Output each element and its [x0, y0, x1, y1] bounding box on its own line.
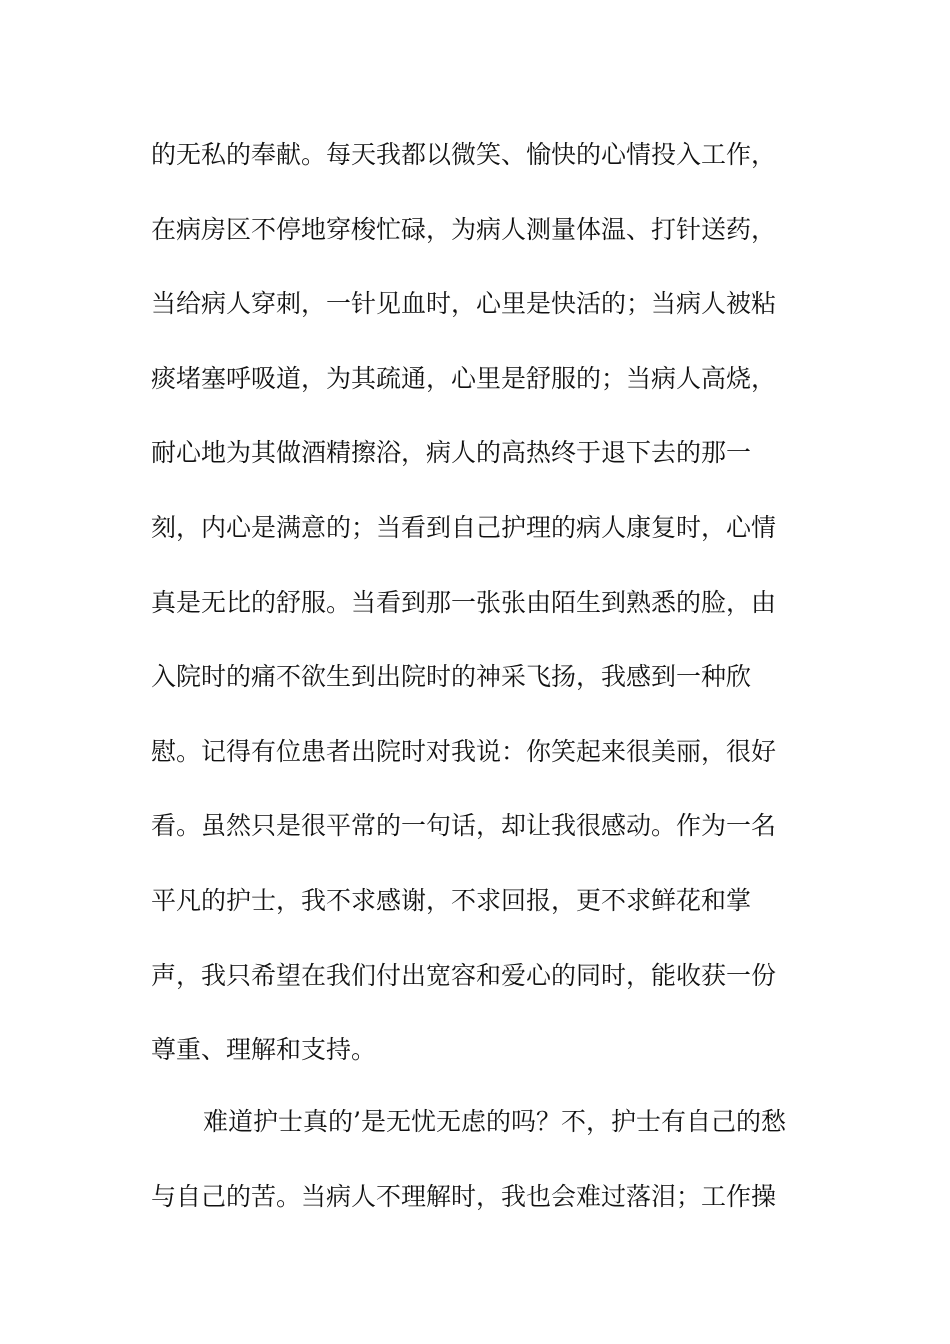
- paragraph-1: [151, 118, 811, 1088]
- text-line: 看。虽然只是很平常的一句话，却让我很感动。作为一名: [151, 811, 777, 841]
- text-line: 在病房区不停地穿梭忙碌，为病人测量体温、打针送药，: [151, 214, 777, 244]
- paragraph-2: [151, 1085, 811, 1234]
- text-line: 与自己的苦。当病人不理解时，我也会难过落泪；工作操: [151, 1181, 777, 1211]
- text-line: 痰堵塞呼吸道，为其疏通，心里是舒服的；当病人高烧，: [151, 363, 777, 393]
- text-line: 的无私的奉献。每天我都以微笑、愉快的心情投入工作，: [151, 140, 777, 169]
- text-line: 尊重、理解和支持。: [151, 1035, 377, 1065]
- text-line: 当给病人穿刺，一针见血时，心里是快活的；当病人被粘: [151, 289, 777, 319]
- text-line: 入院时的痛不欲生到出院时的神采飞扬，我感到一种欣: [151, 662, 752, 692]
- text-line: 慰。记得有位患者出院时对我说：你笑起来很美丽，很好: [151, 736, 777, 766]
- text-line: 耐心地为其做酒精擦浴，病人的高热终于退下去的那一: [151, 438, 752, 468]
- text-line: 声，我只希望在我们付出宽容和爱心的同时，能收获一份: [151, 960, 777, 990]
- text-line: 刻，内心是满意的；当看到自己护理的病人康复时，心情: [151, 512, 777, 542]
- text-line: 平凡的护士，我不求感谢，不求回报，更不求鲜花和掌: [151, 885, 752, 915]
- text-line: 难道护士真的’是无忧无虑的吗？不，护士有自己的愁: [203, 1107, 786, 1136]
- text-line: 真是无比的舒服。当看到那一张张由陌生到熟悉的脸，由: [151, 587, 777, 617]
